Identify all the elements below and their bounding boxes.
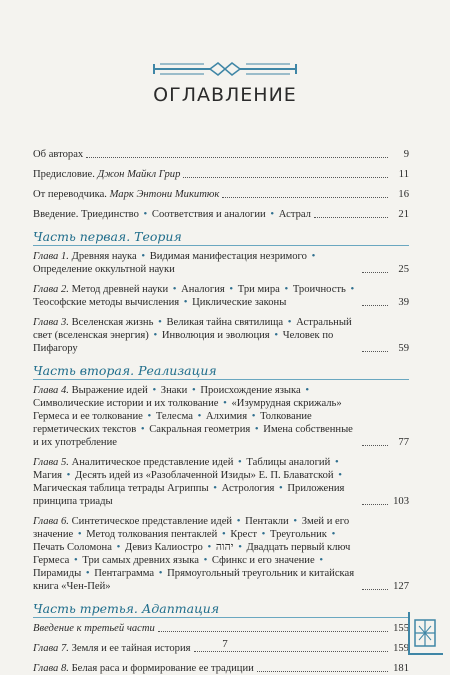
bullet-separator: •: [153, 330, 158, 341]
bullet-separator: •: [152, 385, 157, 396]
bullet-separator: •: [74, 555, 78, 566]
bullet-separator: •: [77, 529, 82, 540]
toc-entry-chapter-2[interactable]: Глава 2. Метод древней науки • Аналогия • Три мира • Троичность • Теософские методы вычисления • Циклические законы 39: [33, 284, 409, 308]
bullet-separator: •: [311, 251, 316, 262]
toc-entry-introduction[interactable]: Введение. Триединство • Соответствия и аналогии • Астрал 21: [33, 209, 409, 220]
bullet-separator: •: [270, 209, 275, 220]
bullet-separator: •: [287, 317, 292, 328]
part-heading-2: Часть вторая. Реализация: [33, 364, 409, 380]
bullet-separator: •: [158, 568, 163, 579]
bullet-separator: •: [158, 317, 162, 328]
bullet-separator: •: [203, 555, 208, 566]
bullet-separator: •: [338, 470, 342, 481]
bullet-separator: •: [238, 457, 242, 468]
bullet-separator: •: [284, 284, 289, 295]
bullet-separator: •: [350, 284, 355, 295]
toc-entry-chapter-3[interactable]: Глава 3. Вселенская жизнь • Великая тайна святилища • Астральный свет (вселенская энергия) • Инволюция и эволюция • Человек по Пифагору 59: [33, 317, 409, 354]
bullet-separator: •: [331, 529, 336, 540]
page-title: ОГЛАВЛЕНИЕ: [153, 84, 297, 106]
corner-ornament: [405, 610, 445, 658]
toc-entry-chapter-5[interactable]: Глава 5. Аналитическое представление идей • Таблицы аналогий • Магия • Десять идей из «Разоблаченной Изиды» Е. П. Блаватской • Магическая таблица тетрады Агриппы • Астрология • Приложения принципа триады 103: [33, 457, 409, 507]
bullet-separator: •: [85, 568, 90, 579]
header-ornament: [150, 60, 300, 78]
bullet-separator: •: [143, 209, 148, 220]
bullet-separator: •: [223, 398, 227, 409]
toc-entry-chapter-4[interactable]: Глава 4. Выражение идей • Знаки • Происхождение языка • Символические истории и их толкование • «Изумрудная скрижаль» Гермеса и ее толкование • Телесма • Алхимия • Толкование герметических текстов • Сакральная геометрия • Имена собственные и их употребление 77: [33, 385, 409, 448]
toc-entry-translator[interactable]: От переводчика. Марк Энтони Микитюк 16: [33, 189, 409, 200]
bullet-separator: •: [213, 483, 217, 494]
bullet-separator: •: [261, 529, 266, 540]
bullet-separator: •: [147, 411, 152, 422]
bullet-separator: •: [305, 385, 310, 396]
bullet-separator: •: [66, 470, 71, 481]
bullet-separator: •: [251, 411, 256, 422]
bullet-separator: •: [274, 330, 279, 341]
part-heading-3: Часть третья. Адаптация: [33, 602, 409, 618]
bullet-separator: •: [334, 457, 339, 468]
bullet-separator: •: [236, 516, 241, 527]
bullet-separator: •: [279, 483, 283, 494]
bullet-separator: •: [238, 542, 242, 553]
part-heading-1: Часть первая. Теория: [33, 230, 409, 246]
toc-entry-chapter-7[interactable]: Глава 7. Земля и ее тайная история 159: [33, 643, 409, 654]
bullet-separator: •: [293, 516, 298, 527]
toc-entry-part3-intro[interactable]: Введение к третьей части 155: [33, 623, 409, 634]
bullet-separator: •: [191, 385, 196, 396]
toc-entry-chapter-1[interactable]: Глава 1. Древняя наука • Видимая манифестация незримого • Определение оккультной науки 25: [33, 251, 409, 275]
toc-entry-foreword[interactable]: Предисловие. Джон Майкл Грир 11: [33, 169, 409, 180]
toc-entry-authors[interactable]: Об авторах 9: [33, 149, 409, 160]
bullet-separator: •: [116, 542, 121, 553]
bullet-separator: •: [183, 297, 188, 308]
bullet-separator: •: [172, 284, 177, 295]
bullet-separator: •: [229, 284, 234, 295]
page-number: 7: [222, 638, 228, 650]
bullet-separator: •: [319, 555, 324, 566]
bullet-separator: •: [207, 542, 212, 553]
bullet-separator: •: [140, 424, 145, 435]
table-of-contents: [33, 148, 409, 675]
bullet-separator: •: [197, 411, 202, 422]
bullet-separator: •: [141, 251, 146, 262]
toc-entry-chapter-8[interactable]: Глава 8. Белая раса и формирование ее традиции 181: [33, 663, 409, 674]
bullet-separator: •: [221, 529, 226, 540]
bullet-separator: •: [254, 424, 259, 435]
toc-entry-chapter-6[interactable]: Глава 6. Синтетическое представление идей • Пентакли • Змей и его значение • Метод толкования пентаклей • Крест • Треугольник • Печать Соломона • Девиз Калиостро • יהוה • Двадцать первый ключ Гермеса • Три самых древних языка • Сфинкс и его значение • Пирамиды • Пентаграмма • Прямоугольный треугольник и китайская книга «Чен-Пей» 127: [33, 516, 409, 592]
